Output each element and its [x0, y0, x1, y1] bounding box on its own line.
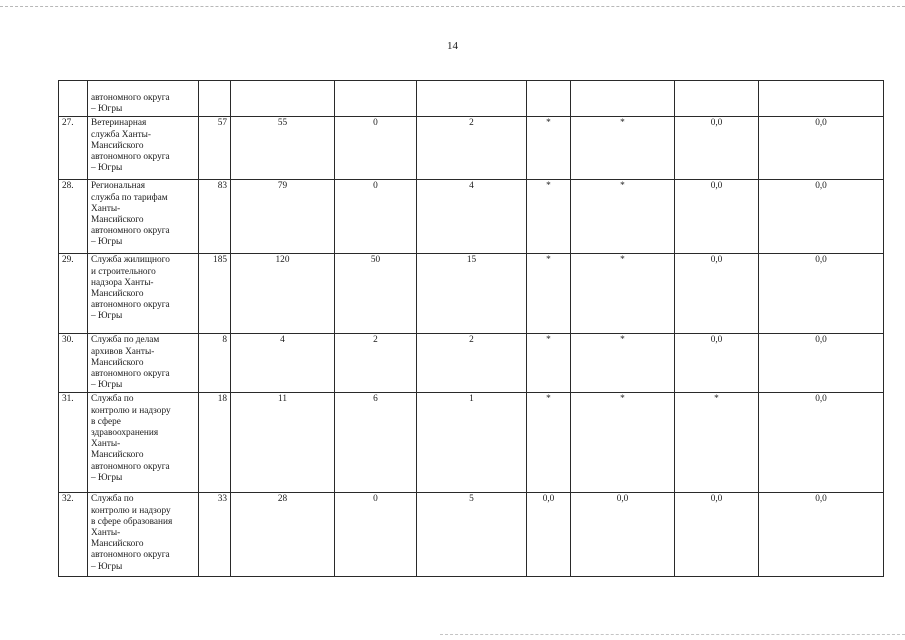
- agency-name-line: – Югры: [91, 472, 123, 483]
- cell-col7: 0,0: [675, 117, 759, 180]
- cell-col8: 0,0: [759, 334, 884, 393]
- cell-col2: 120: [231, 254, 335, 334]
- agency-name-line: Ханты-: [91, 528, 121, 539]
- agency-name-line: Мансийского: [91, 289, 144, 300]
- cell-col5: *: [527, 180, 571, 254]
- agency-name-line: – Югры: [91, 104, 123, 115]
- table-row: [59, 254, 884, 334]
- agency-name-line: автономного округа: [91, 152, 170, 163]
- scan-edge-top: [0, 6, 905, 7]
- row-number: 31.: [59, 393, 88, 493]
- cell-col1: 8: [199, 334, 231, 393]
- cell-col3: 2: [335, 334, 417, 393]
- cell-col1: 18: [199, 393, 231, 493]
- agency-name: [88, 180, 199, 254]
- cell-col2: 4: [231, 334, 335, 393]
- cell-col1: 83: [199, 180, 231, 254]
- agency-name-line: в сфере образования: [91, 516, 173, 527]
- agency-name-line: – Югры: [91, 163, 123, 174]
- cell-col6: *: [571, 180, 675, 254]
- cell-col5: [527, 81, 571, 117]
- cell-col3: 50: [335, 254, 417, 334]
- cell-col2: 55: [231, 117, 335, 180]
- cell-col3: [335, 81, 417, 117]
- agency-name-line: – Югры: [91, 311, 123, 322]
- cell-col4: 5: [417, 493, 527, 577]
- agency-name-line: автономного округа: [91, 226, 170, 237]
- agency-name-line: Региональная: [91, 181, 146, 192]
- table-row: [59, 493, 884, 577]
- agency-name-line: Мансийского: [91, 140, 144, 151]
- table-row: [59, 81, 884, 117]
- cell-col3: 0: [335, 117, 417, 180]
- agency-name-line: Служба по: [91, 394, 134, 405]
- agency-name-line: архивов Ханты-: [91, 346, 155, 357]
- cell-col4: 15: [417, 254, 527, 334]
- cell-col7: *: [675, 393, 759, 493]
- cell-col3: 6: [335, 393, 417, 493]
- agency-name-line: автономного округа: [91, 93, 170, 103]
- page-number: 14: [447, 40, 458, 52]
- cell-col6: *: [571, 117, 675, 180]
- agency-name-line: Ханты-: [91, 439, 121, 450]
- cell-col3: 0: [335, 180, 417, 254]
- cell-col2: 79: [231, 180, 335, 254]
- cell-col6: *: [571, 393, 675, 493]
- agency-name: [88, 334, 199, 393]
- agency-name-line: автономного округа: [91, 461, 170, 472]
- cell-col4: [417, 81, 527, 117]
- cell-col8: [759, 81, 884, 117]
- cell-col2: 28: [231, 493, 335, 577]
- cell-col2: 11: [231, 393, 335, 493]
- cell-col6: 0,0: [571, 493, 675, 577]
- agency-name-line: автономного округа: [91, 550, 170, 561]
- row-number: 30.: [59, 334, 88, 393]
- row-number: 29.: [59, 254, 88, 334]
- cell-col5: *: [527, 117, 571, 180]
- cell-col4: 4: [417, 180, 527, 254]
- cell-col1: 185: [199, 254, 231, 334]
- row-number: 27.: [59, 117, 88, 180]
- agency-name-line: Служба жилищного: [91, 255, 170, 266]
- agency-name: [88, 493, 199, 577]
- agency-name-line: в сфере: [91, 416, 121, 427]
- cell-col7: [675, 81, 759, 117]
- agency-name-line: Ветеринарная: [91, 118, 147, 129]
- data-table: [58, 80, 884, 577]
- row-number: [59, 81, 88, 117]
- cell-col8: 0,0: [759, 254, 884, 334]
- cell-col7: 0,0: [675, 493, 759, 577]
- agency-name-line: Мансийского: [91, 450, 144, 461]
- cell-col5: 0,0: [527, 493, 571, 577]
- cell-col7: 0,0: [675, 180, 759, 254]
- agency-name-line: контролю и надзору: [91, 505, 171, 516]
- agency-name-line: служба Ханты-: [91, 129, 151, 140]
- cell-col5: *: [527, 393, 571, 493]
- agency-name-line: – Югры: [91, 380, 123, 391]
- agency-name-line: Мансийского: [91, 357, 144, 368]
- cell-col5: *: [527, 254, 571, 334]
- agency-name-line: – Югры: [91, 237, 123, 248]
- agency-name-line: Служба по делам: [91, 335, 160, 346]
- cell-col1: 57: [199, 117, 231, 180]
- agency-name-line: автономного округа: [91, 369, 170, 380]
- cell-col6: [571, 81, 675, 117]
- agency-name: [88, 393, 199, 493]
- row-number: 32.: [59, 493, 88, 577]
- agency-name-line: Служба по: [91, 494, 134, 505]
- agency-name-line: Ханты-: [91, 203, 121, 214]
- cell-col6: *: [571, 334, 675, 393]
- cell-col8: 0,0: [759, 180, 884, 254]
- agency-name-line: и строительного: [91, 266, 156, 277]
- cell-col1: 33: [199, 493, 231, 577]
- agency-name: [88, 254, 199, 334]
- agency-name-line: надзора Ханты-: [91, 277, 154, 288]
- agency-name: [88, 117, 199, 180]
- row-number: 28.: [59, 180, 88, 254]
- table-row: [59, 393, 884, 493]
- table-row: [59, 334, 884, 393]
- table-row: [59, 117, 884, 180]
- cell-col4: 2: [417, 117, 527, 180]
- cell-col8: 0,0: [759, 393, 884, 493]
- agency-name-line: контролю и надзору: [91, 405, 171, 416]
- cell-col3: 0: [335, 493, 417, 577]
- cell-col6: *: [571, 254, 675, 334]
- agency-name-line: автономного округа: [91, 300, 170, 311]
- cell-col8: 0,0: [759, 493, 884, 577]
- cell-col7: 0,0: [675, 334, 759, 393]
- cell-col1: [199, 81, 231, 117]
- cell-col4: 2: [417, 334, 527, 393]
- scan-edge-bottom: [440, 634, 905, 635]
- cell-col4: 1: [417, 393, 527, 493]
- agency-name-line: здравоохранения: [91, 428, 159, 439]
- agency-name-line: Мансийского: [91, 215, 144, 226]
- table-row: [59, 180, 884, 254]
- agency-name-line: – Югры: [91, 561, 123, 572]
- agency-name-line: служба по тарифам: [91, 192, 168, 203]
- agency-name-line: Мансийского: [91, 539, 144, 550]
- cell-col2: [231, 81, 335, 117]
- cell-col7: 0,0: [675, 254, 759, 334]
- agency-name: [88, 81, 199, 117]
- cell-col5: *: [527, 334, 571, 393]
- cell-col8: 0,0: [759, 117, 884, 180]
